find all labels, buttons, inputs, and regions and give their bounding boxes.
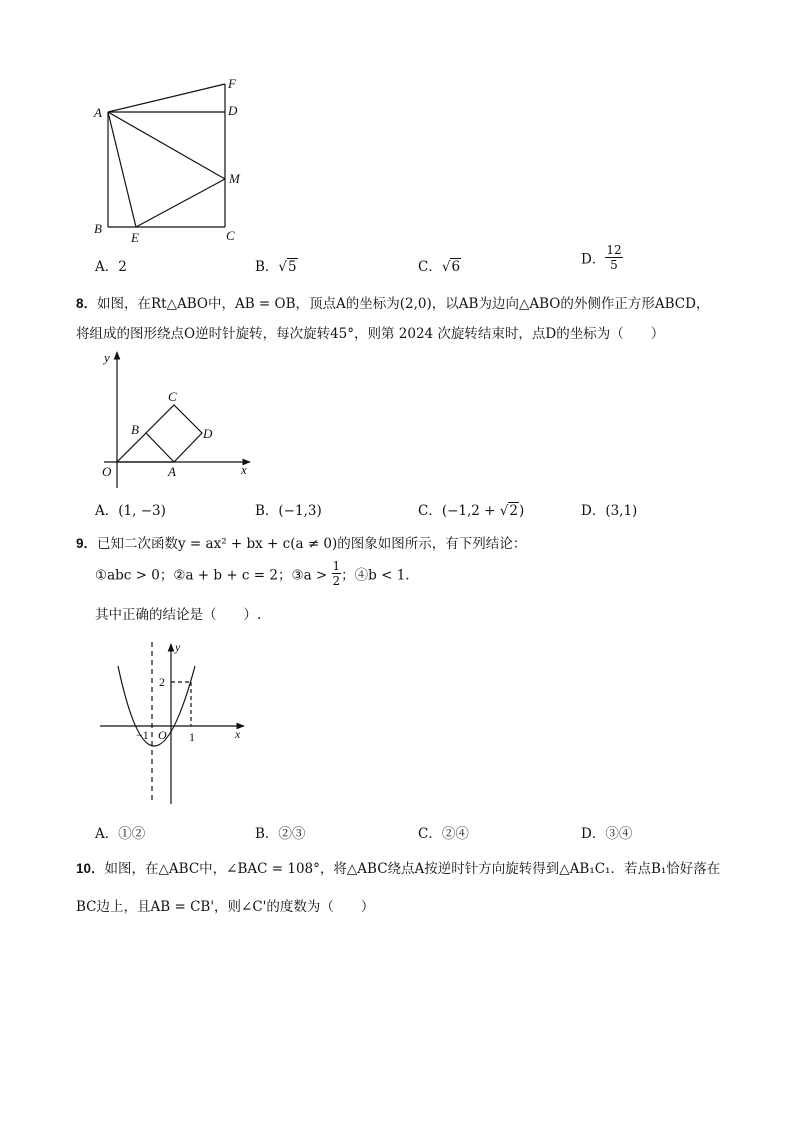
q9-label-O: O (158, 728, 167, 742)
q9-line-1 (76, 532, 526, 552)
q8-label-B: B (131, 422, 139, 437)
q7-figure (88, 72, 258, 247)
q8-line-2 (76, 322, 664, 342)
q10-text-2: BC边上，且AB = CB'，则∠C'的度数为（ ） (76, 899, 375, 915)
q8-label-D: D (203, 426, 213, 441)
option-letter: A． (95, 259, 119, 275)
q8-option-c[interactable] (418, 499, 524, 519)
q7-label-E: E (131, 230, 139, 245)
q7-label-D: D (228, 103, 238, 118)
radicand: 2 (509, 503, 518, 519)
q8-label-x: x (241, 462, 247, 477)
q9-label-2: 2 (159, 675, 165, 689)
q7-edge-AM (108, 112, 225, 179)
q7-label-A: A (94, 105, 102, 120)
q9-label-1: 1 (189, 730, 195, 744)
q8-figure (92, 348, 257, 490)
q7-edge-AE (108, 112, 136, 227)
q10-text-1: 如图，在△ABC中，∠BAC = 108°，将△ABC绕点A按逆时针方向旋转得到△AB₁C₁．若点B₁恰好落在 (104, 861, 721, 877)
q8-number: 8． (76, 296, 98, 311)
q7-edge-EM (136, 179, 225, 227)
q7-option-c[interactable] (418, 255, 461, 275)
fraction-numerator: 12 (606, 243, 622, 257)
option-prefix: C．(−1,2 + (418, 503, 500, 519)
option-value: 2 (118, 259, 127, 275)
option-letter: C． (418, 259, 442, 275)
q8-line-1 (76, 292, 709, 312)
q9-option-c[interactable]: C．②④ (418, 826, 469, 842)
q8-edge-OB (117, 433, 146, 462)
q9-line-3 (95, 603, 261, 623)
q9-figure (96, 636, 251, 808)
q10-line-2 (76, 895, 374, 915)
q9-text-3: 其中正确的结论是（ ）. (95, 607, 262, 623)
sqrt-sign: √ (499, 503, 509, 519)
q9-label-neg1: −1 (136, 728, 149, 742)
sqrt-sign: √ (441, 259, 451, 275)
q8-text-2: 将组成的图形绕点O逆时针旋转，每次旋转45°，则第 2024 次旋转结束时，点D的坐标为（ ） (76, 326, 665, 342)
q8-text-1: 如图，在Rt△ABO中，AB = OB，顶点A的坐标为(2,0)，以AB为边向△ABO的外侧作正方形ABCD， (97, 296, 710, 312)
fraction-denominator: 2 (332, 574, 341, 588)
q9-text-1: 已知二次函数y = ax² + bx + c(a ≠ 0)的图象如图所示，有下列结论： (97, 536, 527, 552)
fraction (332, 560, 342, 587)
q8-label-y: y (104, 350, 110, 365)
option-letter: D． (581, 251, 606, 268)
q9-conclusions-a: ①abc > 0；②a + b + c = 2；③a > (95, 567, 332, 584)
q9-label-y: y (175, 640, 181, 654)
q7-label-M: M (229, 171, 240, 186)
q9-label-x: x (235, 727, 241, 741)
q7-option-a[interactable] (95, 255, 127, 275)
q8-label-C: C (168, 389, 177, 404)
q9-conclusions (95, 560, 410, 587)
option-suffix: ) (518, 503, 525, 519)
q10-number: 10． (76, 861, 105, 876)
option-letter: B． (255, 259, 279, 275)
q7-label-F: F (228, 76, 236, 91)
q7-option-b[interactable] (255, 255, 298, 275)
q9-option-b[interactable]: B．②③ (255, 826, 306, 842)
q9-option-d[interactable]: D．③④ (581, 826, 633, 842)
q9-conclusions-b: ；④b < 1. (341, 567, 410, 584)
q8-option-a[interactable]: A．(1, −3) (95, 503, 166, 519)
q8-label-O: O (102, 464, 112, 479)
q8-label-A: A (168, 464, 176, 479)
q8-option-b[interactable]: B．(−1,3) (255, 503, 322, 519)
fraction-denominator: 5 (610, 258, 618, 272)
q10-line-1 (76, 857, 720, 877)
q7-label-C: C (226, 228, 235, 243)
fraction-numerator: 1 (332, 559, 341, 573)
q9-number: 9． (76, 536, 98, 551)
q7-option-d[interactable] (581, 244, 623, 271)
radicand: 6 (451, 259, 461, 275)
q9-option-a[interactable]: A．①② (95, 826, 146, 842)
radicand: 5 (288, 259, 297, 275)
q8-square-ABCD (146, 405, 202, 462)
q7-label-B: B (94, 221, 102, 236)
q8-option-d[interactable]: D．(3,1) (581, 503, 638, 519)
sqrt-sign: √ (278, 259, 288, 275)
q9-parabola (118, 666, 195, 746)
q7-edge-AF (108, 84, 225, 112)
fraction (605, 244, 622, 271)
